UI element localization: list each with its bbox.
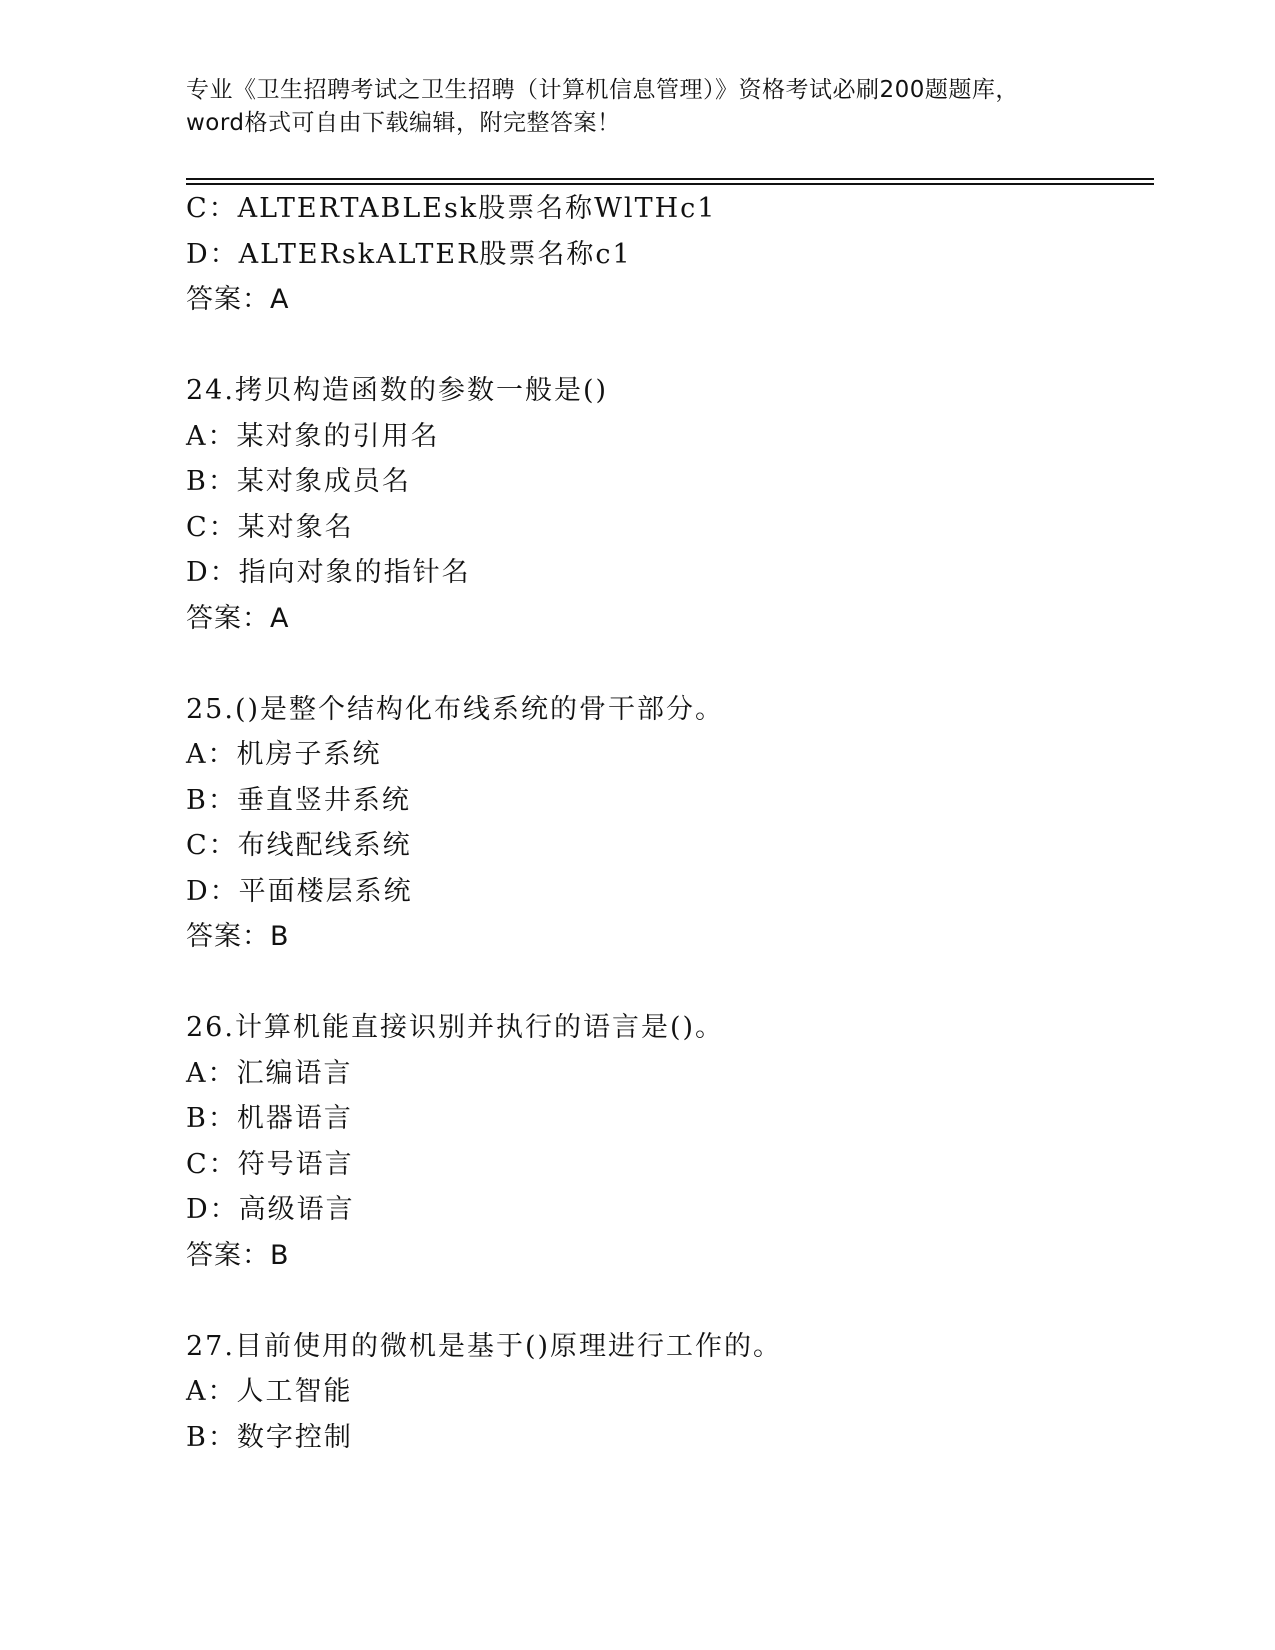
question-list [186,186,1146,1460]
option-c: C：符号语言 [186,1148,354,1180]
option-b: B：某对象成员名 [186,466,411,497]
option-a: A：某对象的引用名 [186,420,440,452]
answer-line: 答案：B [186,921,290,952]
option-b: B：数字控制 [186,1421,353,1453]
spacer [186,1278,1146,1324]
answer-line: 答案：A [186,284,290,315]
document-header [186,74,1126,140]
question-24 [186,368,1146,641]
spacer [186,323,1146,369]
option-d: D：ALTERskALTER股票名称c1 [186,238,632,270]
option-b: B：机器语言 [186,1103,353,1134]
question-23-continued [186,186,1146,323]
header-subtitle-line: word格式可自由下载编辑，附完整答案！ [186,110,621,136]
question-stem: 24.拷贝构造函数的参数一般是() [186,375,609,406]
question-25 [186,687,1146,960]
spacer [186,641,1146,687]
header-title-line: 专业《卫生招聘考试之卫生招聘（计算机信息管理）》资格考试必刷200题题库， [186,77,1019,103]
option-c: C：ALTERTABLEsk股票名称WlTHc1 [186,193,717,224]
answer-line: 答案：A [186,602,290,634]
spacer [186,960,1146,1006]
question-26 [186,1005,1146,1278]
option-c: C：某对象名 [186,511,354,543]
option-b: B：垂直竖井系统 [186,784,411,816]
option-a: A：人工智能 [186,1376,353,1407]
question-27 [186,1324,1146,1461]
option-c: C：布线配线系统 [186,830,412,861]
header-divider-top [186,178,1154,180]
question-stem: 25.()是整个结构化布线系统的骨干部分。 [186,693,725,725]
question-stem: 26.计算机能直接识别并执行的语言是()。 [186,1012,725,1043]
header-divider-bottom [186,183,1154,185]
option-a: A：机房子系统 [186,739,382,770]
question-stem: 27.目前使用的微机是基于()原理进行工作的。 [186,1330,783,1362]
option-d: D：指向对象的指针名 [186,557,471,588]
answer-line: 答案：B [186,1239,290,1271]
option-a: A：汇编语言 [186,1057,353,1089]
option-d: D：平面楼层系统 [186,875,413,907]
option-d: D：高级语言 [186,1194,355,1225]
